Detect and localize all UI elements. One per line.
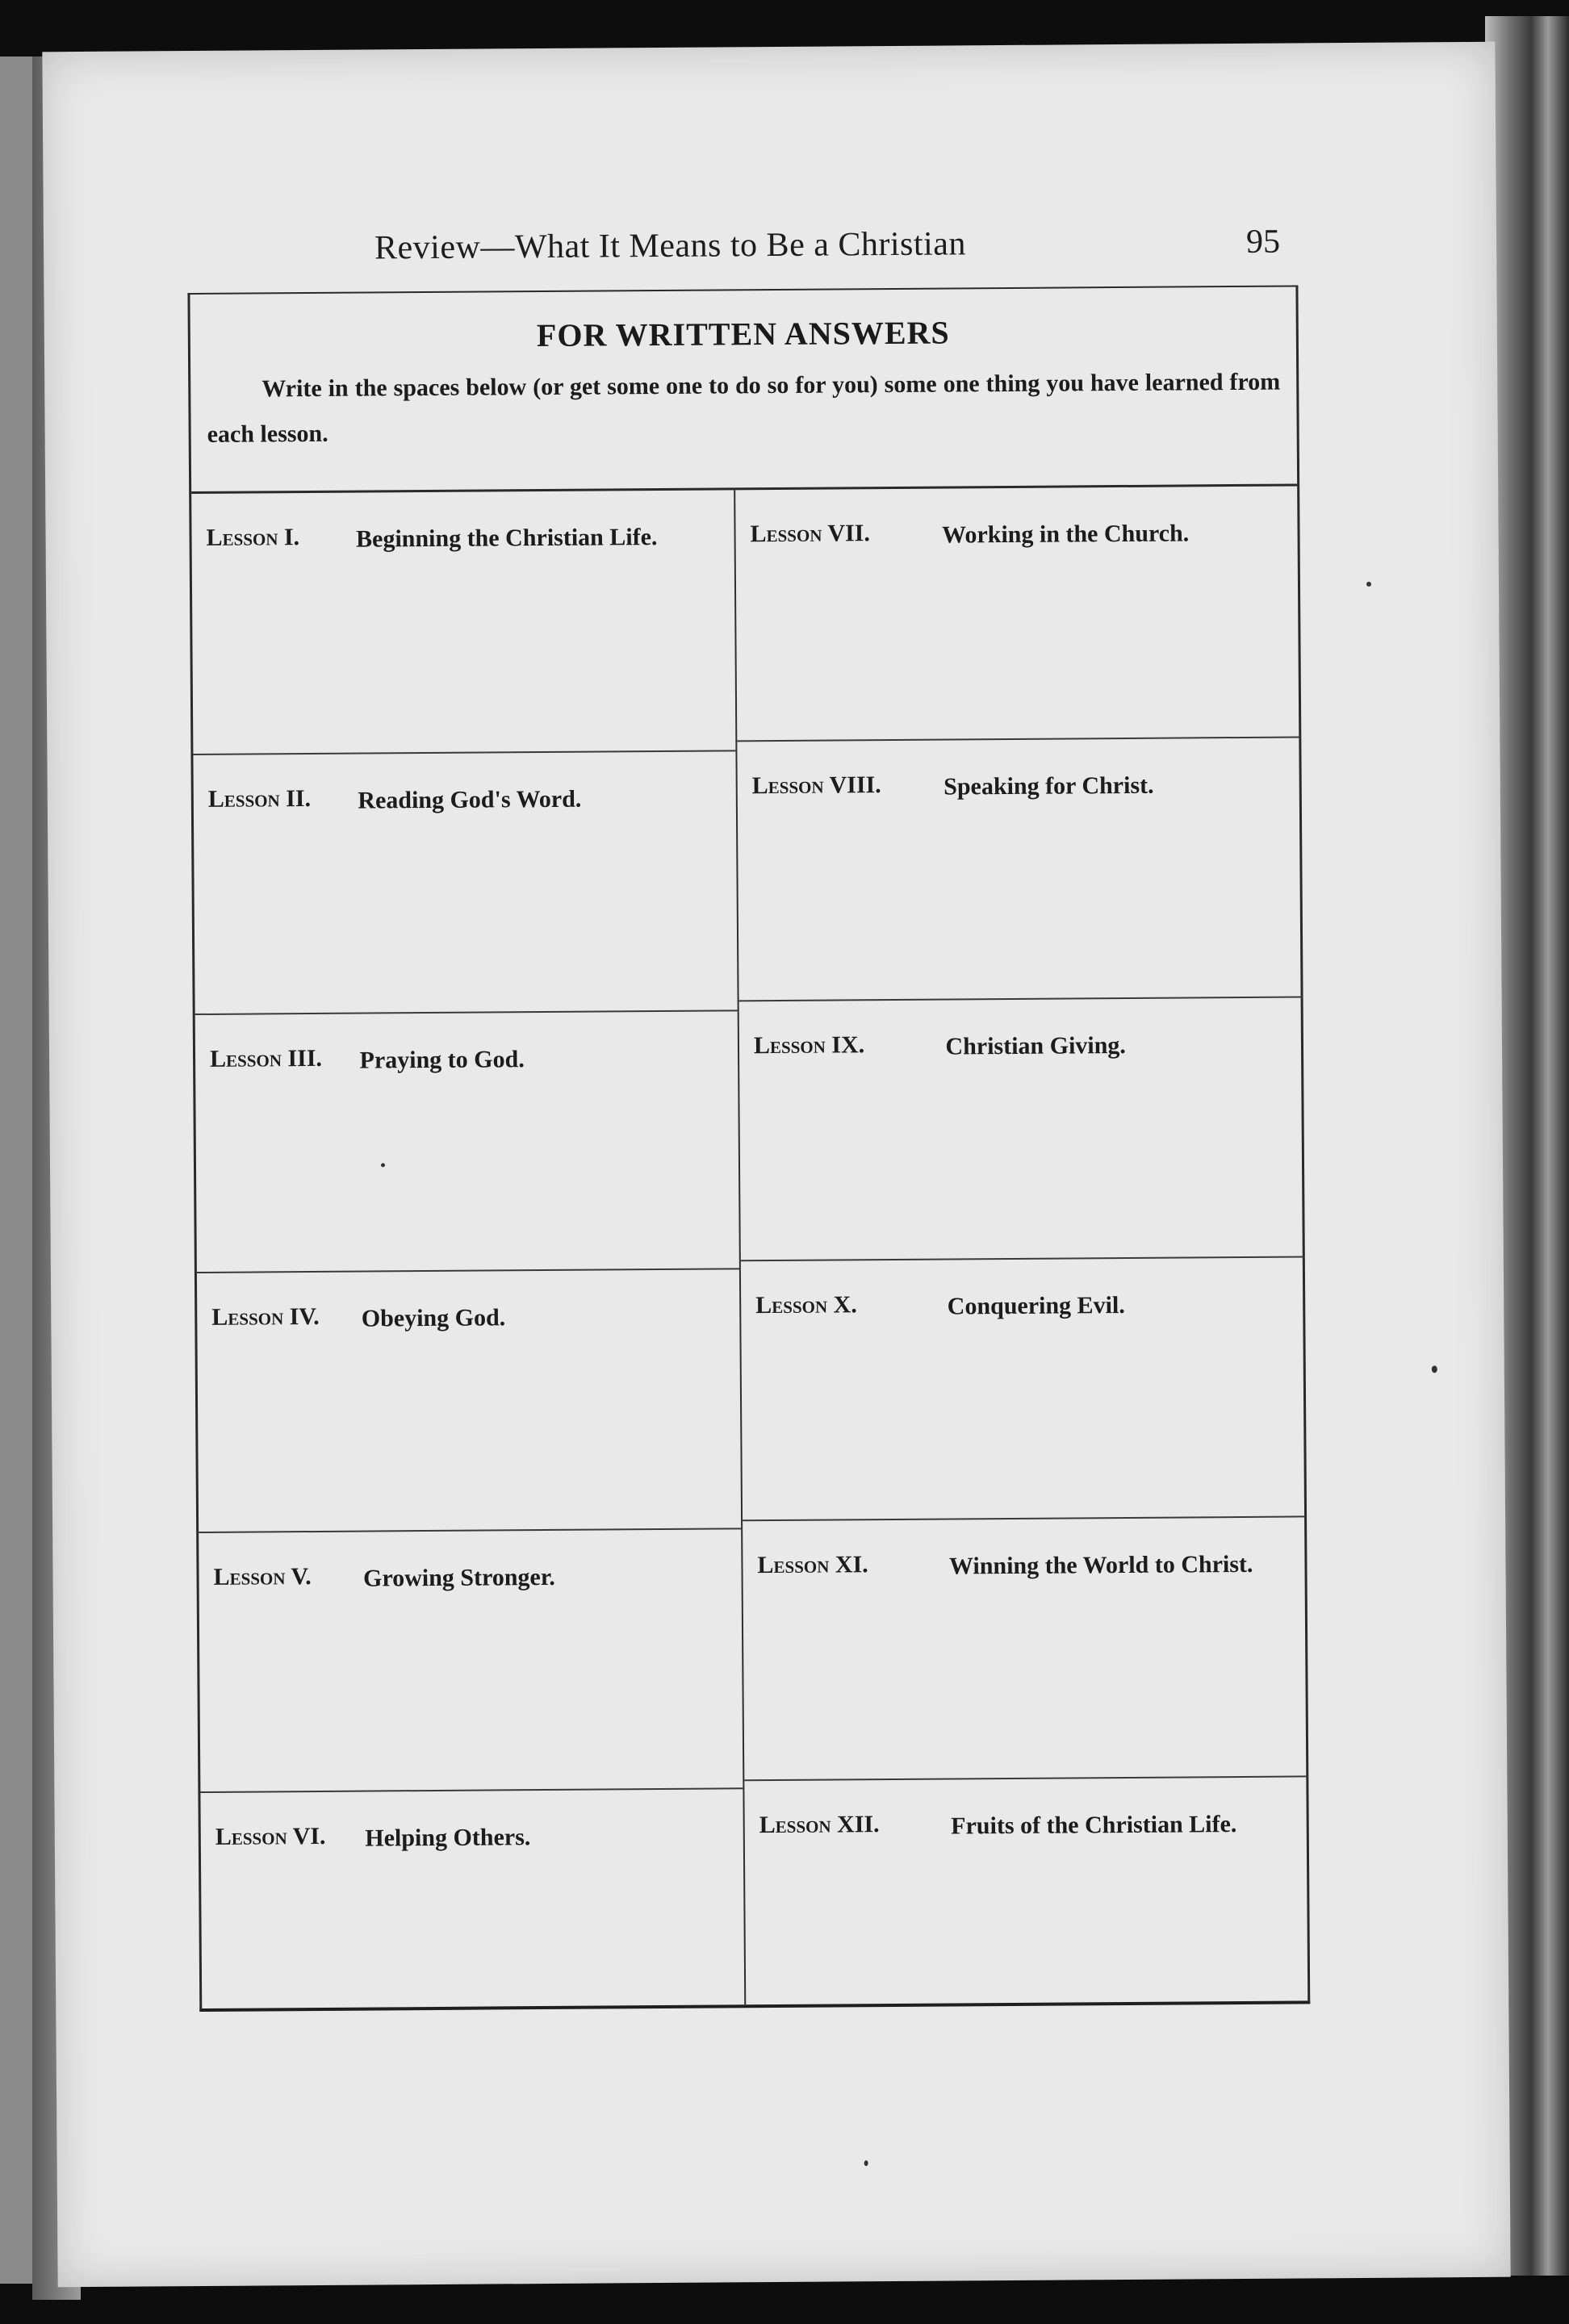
lesson-title: Obeying God. (361, 1304, 506, 1332)
lesson-cell-7 (735, 486, 1300, 742)
lesson-cell-2 (193, 751, 737, 1015)
left-page-edge (0, 56, 32, 2284)
lesson-label: Lesson IV. (211, 1302, 320, 1331)
scan-speck (1366, 582, 1371, 587)
box-title: FOR WRITTEN ANSWERS (536, 314, 950, 354)
lesson-label: Lesson VI. (215, 1822, 326, 1850)
lesson-title: Growing Stronger. (362, 1563, 555, 1592)
lesson-cell-3 (195, 1011, 739, 1273)
book-page (42, 42, 1510, 2287)
scan-speck (864, 2160, 868, 2166)
lesson-cell-12 (744, 1777, 1309, 2007)
lesson-cell-9 (739, 997, 1304, 1261)
lesson-cell-6 (200, 1789, 744, 2011)
lesson-label: Lesson XII. (759, 1811, 880, 1839)
lesson-label: Lesson X. (755, 1291, 857, 1319)
lesson-label: Lesson VIII. (751, 771, 881, 800)
scan-speck (381, 1163, 385, 1167)
lesson-label: Lesson VII. (750, 520, 871, 548)
lesson-cell-11 (743, 1517, 1308, 1781)
running-head: Review—What It Means to Be a Christian (374, 225, 967, 267)
page-number: 95 (1245, 223, 1281, 261)
lesson-cell-8 (737, 738, 1302, 1001)
lesson-label: Lesson III. (209, 1044, 323, 1072)
lesson-label: Lesson V. (213, 1563, 312, 1590)
scan-speck (1432, 1365, 1437, 1373)
lesson-cell-4 (197, 1269, 741, 1533)
lesson-title: Praying to God. (359, 1046, 525, 1074)
lesson-label: Lesson XI. (757, 1551, 868, 1579)
lesson-title: Helping Others. (365, 1824, 531, 1852)
lesson-cell-1 (191, 490, 735, 755)
lesson-label: Lesson IX. (753, 1031, 865, 1060)
lesson-title: Reading God's Word. (358, 785, 582, 814)
lesson-title: Conquering Evil. (947, 1291, 1125, 1320)
box-instructions: Write in the spaces below (or get some one to do so for you) some one thing you have learned from each lesson. (207, 368, 1281, 448)
lesson-title: Fruits of the Christian Life. (951, 1811, 1237, 1840)
lesson-cell-10 (741, 1257, 1306, 1521)
lesson-title: Christian Giving. (945, 1031, 1126, 1060)
lesson-cell-5 (199, 1529, 743, 1793)
lesson-grid (191, 486, 1308, 2008)
lesson-title: Beginning the Christian Life. (355, 524, 658, 553)
lesson-title: Working in the Church. (941, 520, 1190, 549)
lesson-label: Lesson I. (206, 524, 300, 551)
written-answers-box (187, 285, 1310, 2012)
lesson-label: Lesson II. (207, 785, 312, 813)
lesson-title: Winning the World to Christ. (948, 1550, 1253, 1580)
lesson-title: Speaking for Christ. (943, 771, 1154, 800)
